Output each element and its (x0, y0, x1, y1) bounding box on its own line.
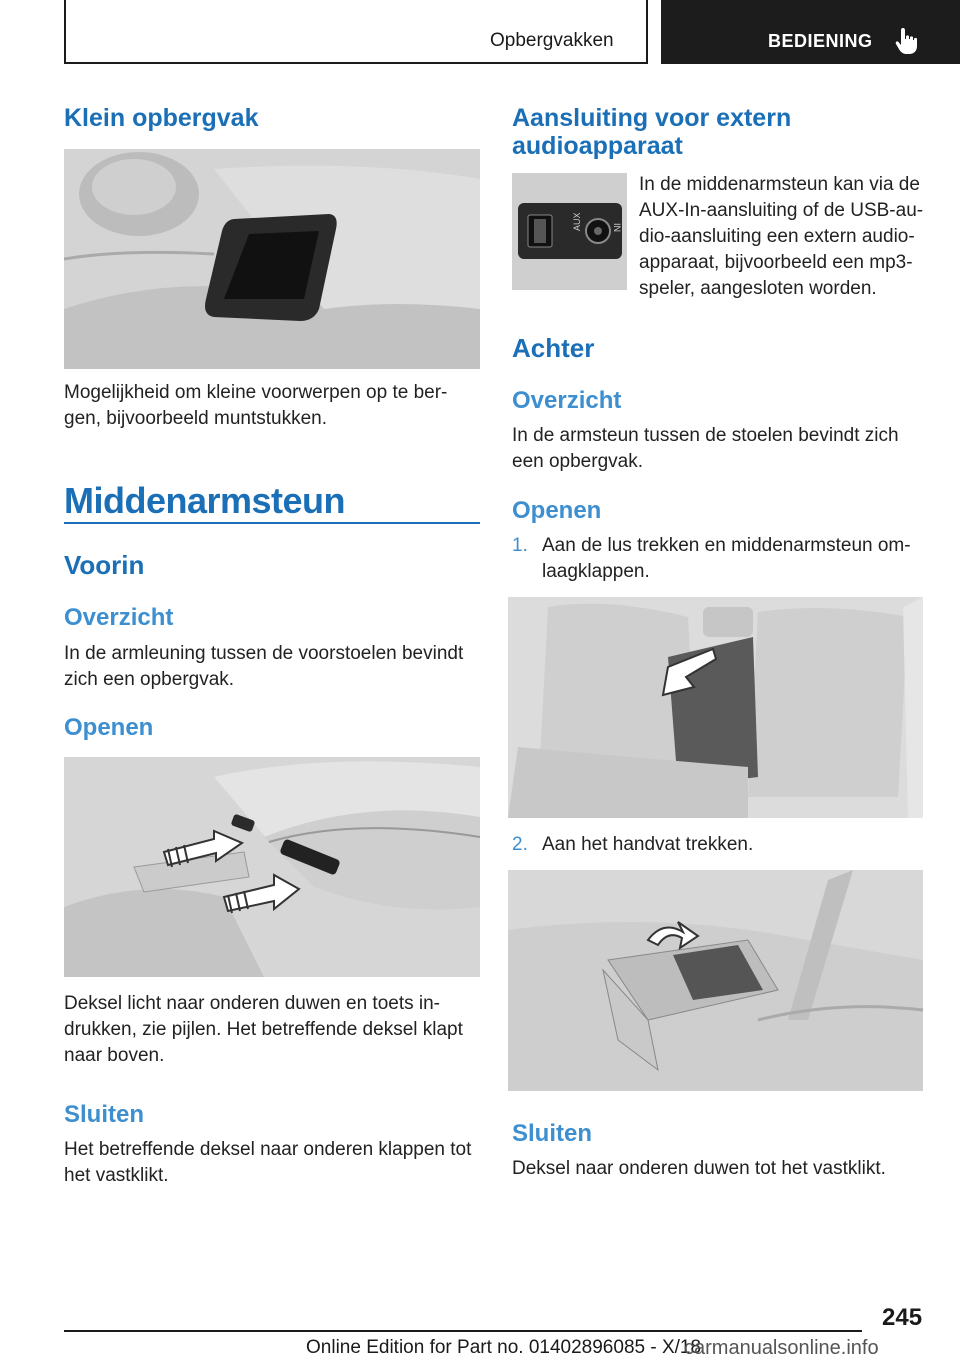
front-armrest-image (64, 757, 480, 977)
step-number: 1. (512, 535, 528, 556)
heading-achter: Achter (512, 333, 595, 363)
paragraph-overzicht-voorin (64, 641, 480, 693)
heading-line: audioapparaat (512, 132, 683, 160)
pointing-hand-icon (893, 26, 921, 56)
heading-line: Aansluiting voor extern (512, 104, 792, 132)
text-line: Deksel licht naar onderen duwen en toets in- (64, 993, 441, 1014)
text-line: In de middenarmsteun kan via de (639, 174, 920, 195)
rear-armrest-image-1 (508, 597, 923, 818)
heading-sluiten-voorin: Sluiten (64, 1101, 145, 1128)
heading-aansluiting (512, 104, 791, 160)
page-number: 245 (882, 1304, 923, 1331)
paragraph-sluiten-voorin (64, 1137, 480, 1189)
text-line: laagklappen. (542, 561, 650, 582)
heading-sluiten-achter: Sluiten (512, 1120, 593, 1147)
heading-overzicht-achter: Overzicht (512, 387, 622, 414)
text-line: apparaat, bijvoorbeeld een mp3- (639, 252, 913, 273)
text-line: gen, bijvoorbeeld muntstukken. (64, 408, 327, 429)
heading-openen-achter: Openen (512, 497, 602, 524)
aux-label: AUX (572, 212, 582, 231)
text-line: Aan het handvat trekken. (542, 834, 754, 855)
heading-klein-opbergvak: Klein opbergvak (64, 104, 259, 132)
text-line: naar boven. (64, 1045, 165, 1066)
text-line: Mogelijkheid om kleine voorwerpen op te ber- (64, 382, 448, 403)
heading-overzicht-voorin: Overzicht (64, 604, 174, 631)
text-line: AUX-In-aansluiting of de USB-au- (639, 200, 924, 221)
step-2 (512, 832, 932, 858)
step-1 (512, 533, 932, 585)
text-line: het vastklikt. (64, 1165, 169, 1186)
header-chapter-title: BEDIENING (768, 31, 873, 51)
text-line: In de armsteun tussen de stoelen bevindt zich (512, 425, 899, 446)
in-label: IN (612, 223, 622, 232)
text-line: speler, aangesloten worden. (639, 278, 877, 299)
small-compartment-image (64, 149, 480, 369)
paragraph-aansluiting (639, 172, 934, 302)
heading-voorin: Voorin (64, 550, 145, 580)
paragraph-openen-voorin (64, 991, 480, 1069)
heading-middenarmsteun: Middenarmsteun (64, 480, 346, 521)
footer-watermark[interactable]: carmanualsonline.info (684, 1337, 879, 1359)
footer-rule (64, 1330, 862, 1332)
paragraph-klein-opbergvak (64, 380, 480, 432)
aux-usb-port-image (512, 173, 627, 290)
text-line: zich een opbergvak. (64, 669, 235, 690)
heading-underline (64, 522, 480, 524)
header-section-title: Opbergvakken (490, 30, 614, 51)
text-line: In de armleuning tussen de voorstoelen bevindt (64, 643, 464, 664)
paragraph-sluiten-achter: Deksel naar onderen duwen tot het vastklikt. (512, 1158, 886, 1179)
footer-edition: Online Edition for Part no. 01402896085 - X/18 (306, 1337, 702, 1358)
rear-armrest-image-2 (508, 870, 923, 1091)
step-number: 2. (512, 834, 528, 855)
text-line: dio-aansluiting een extern audio- (639, 226, 915, 247)
text-line: een opbergvak. (512, 451, 643, 472)
text-line: Aan de lus trekken en middenarmsteun om- (542, 535, 911, 556)
text-line: drukken, zie pijlen. Het betreffende deksel klapt (64, 1019, 463, 1040)
text-line: Het betreffende deksel naar onderen klappen tot (64, 1139, 472, 1160)
paragraph-overzicht-achter (512, 423, 928, 475)
heading-openen-voorin: Openen (64, 714, 154, 741)
